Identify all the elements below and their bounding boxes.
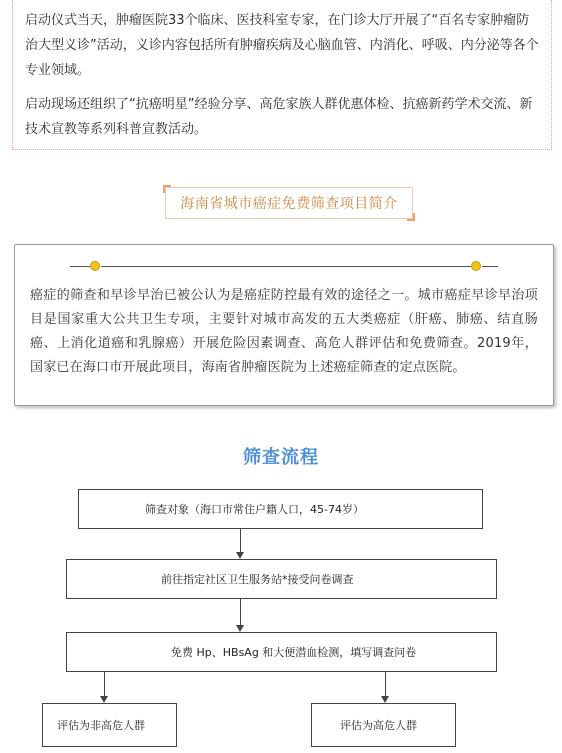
corner-accent: [407, 213, 415, 221]
intro-paragraph-1: 启动仪式当天，肿瘤医院33个临床、医技科室专家，在门诊大厅开展了“百名专家肿瘤防治大型义诊”活动，义诊内容包括所有肿瘤疾病及心脑血管、内消化、呼吸、内分泌等各个专业领域。: [25, 13, 539, 78]
flow-step-high-risk-text: 评估为高危人群: [340, 719, 417, 732]
corner-accent: [163, 185, 171, 193]
flow-connector-right: [385, 672, 386, 696]
flow-connector: [240, 529, 241, 552]
flow-title: 筛查流程: [243, 447, 319, 468]
arrow-down-icon: [236, 552, 244, 559]
divider-dot-left: [90, 261, 100, 271]
divider-left: [70, 266, 90, 267]
info-text: 癌症的筛查和早诊早治已被公认为是癌症防控最有效的途径之一。城市癌症早诊早治项目是国家重大公共卫生专项，主要针对城市高发的五大类癌症（肝癌、肺癌、结直肠癌、上消化道癌和乳腺癌）开展危险因素调查、高危人群评估和免费筛查。2019年，国家已在海口市开展此项目，海南省肿瘤医院为上述癌症筛查的定点医院。: [30, 288, 538, 375]
intro-paragraph-2: 启动现场还组织了“抗癌明星”经验分享、高危家族人群优惠体检、抗癌新药学术交流、新技术宣教等系列科普宣教活动。: [25, 97, 533, 137]
section-title: [165, 187, 413, 219]
arrow-down-icon: [100, 696, 108, 703]
flow-step-target: [78, 489, 483, 529]
flow-step-low-risk: [42, 703, 177, 747]
flow-step-tests: [66, 632, 497, 672]
intro-section: [12, 0, 552, 150]
flow-step-tests-text: 免费 Hp、HBsAg 和大便潜血检测，填写调查问卷: [171, 646, 417, 659]
flow-connector: [240, 599, 241, 625]
flow-step-target-text: 筛查对象（海口市常住户籍人口，45-74岁）: [145, 503, 364, 516]
flow-connector-left: [104, 672, 105, 696]
flow-step-survey-text: 前往指定社区卫生服务站*接受问卷调查: [161, 573, 354, 586]
flow-step-low-risk-text: 评估为非高危人群: [57, 719, 145, 732]
flow-step-survey: [66, 559, 497, 599]
divider-line: [101, 266, 471, 267]
flow-step-high-risk: [311, 703, 456, 747]
section-title-text: 海南省城市癌症免费筛查项目简介: [180, 196, 398, 212]
arrow-down-icon: [381, 696, 389, 703]
divider-right: [482, 266, 498, 267]
divider-dot-right: [471, 261, 481, 271]
arrow-down-icon: [236, 625, 244, 632]
